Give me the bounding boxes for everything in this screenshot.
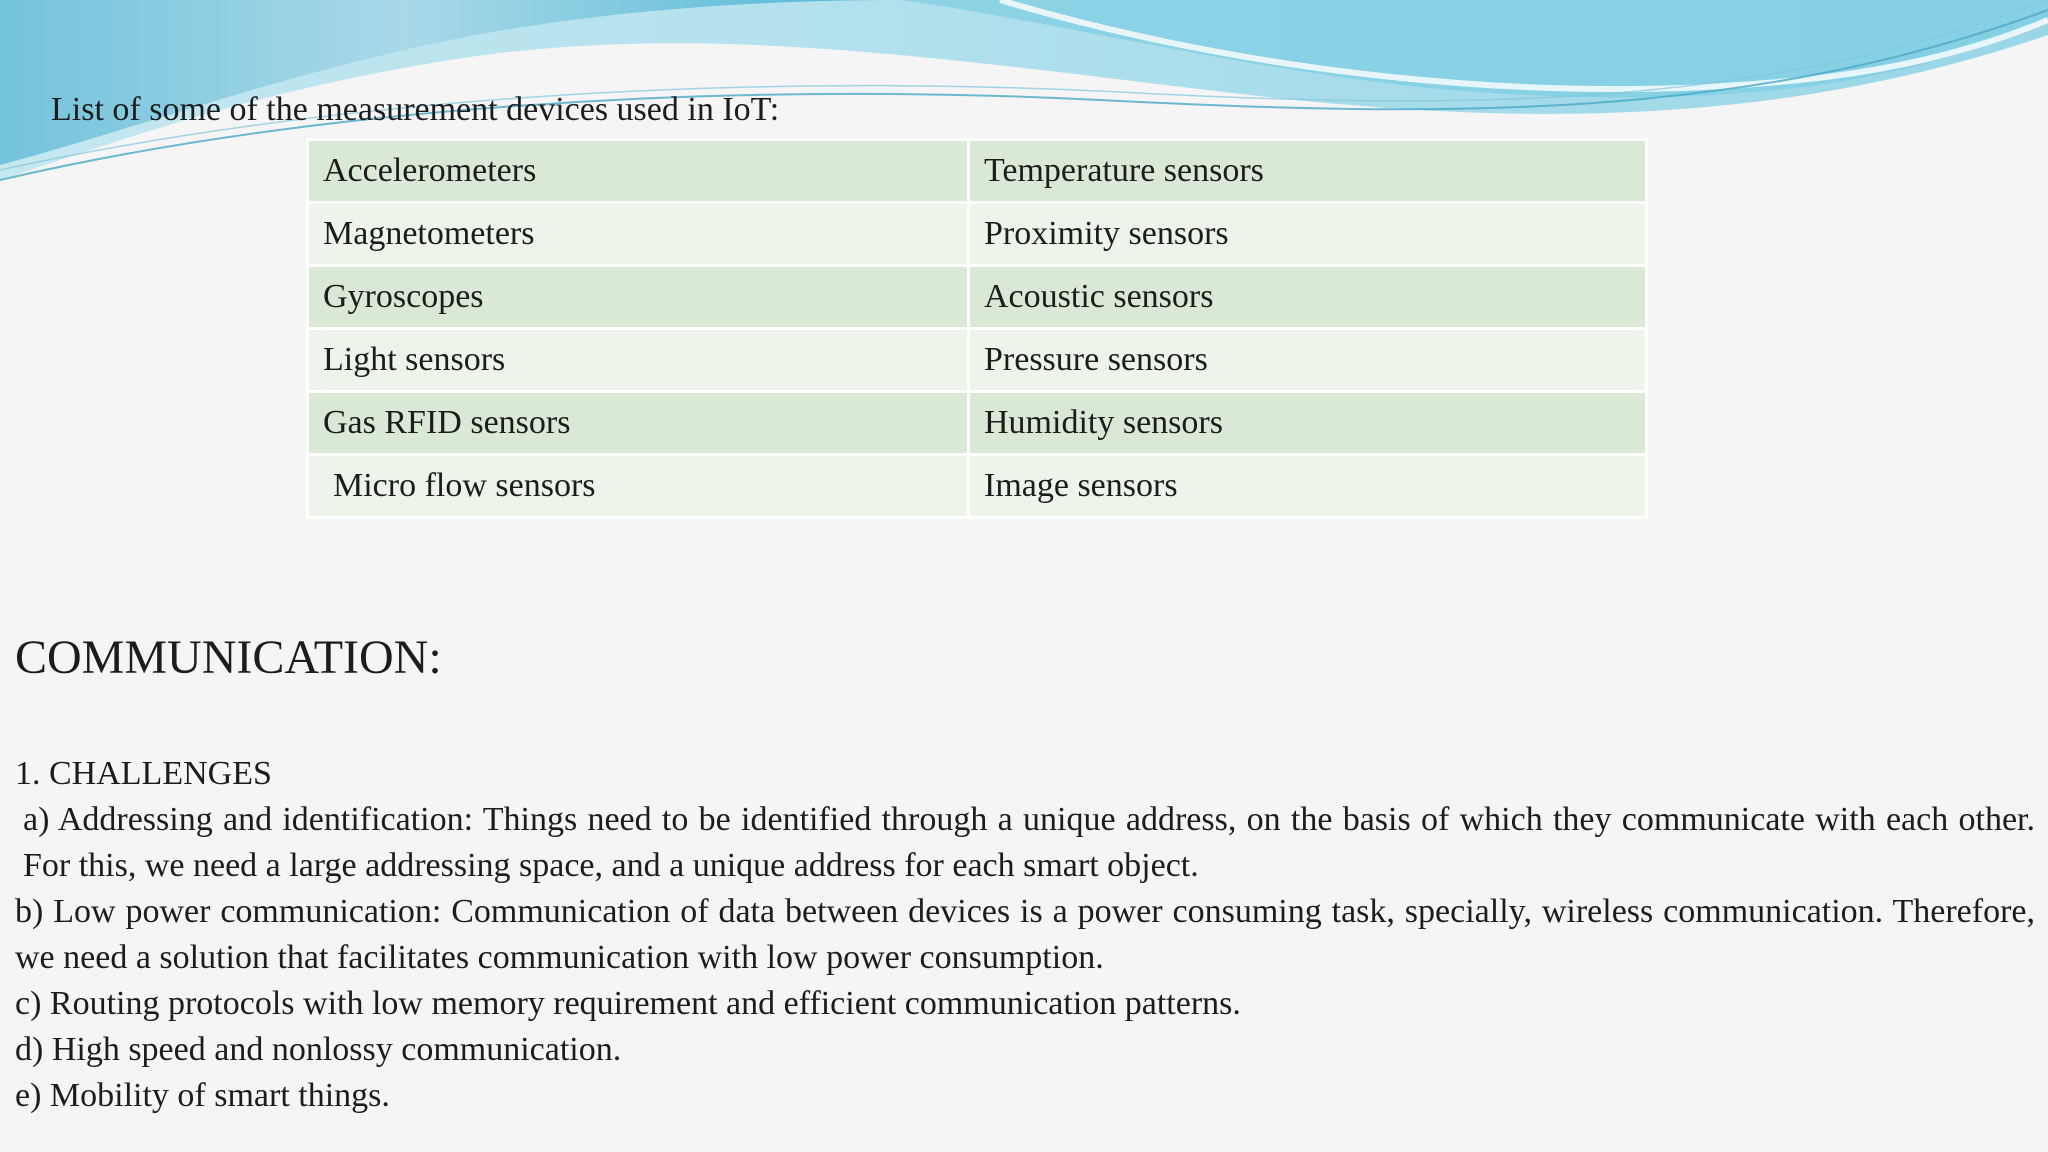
table-row [308, 392, 1647, 455]
table-row [308, 329, 1647, 392]
section-title: COMMUNICATION: [15, 631, 442, 684]
challenge-item: e) Mobility of smart things. [15, 1077, 390, 1114]
sensor-table [306, 138, 1648, 519]
table-row [308, 266, 1647, 329]
table-cell: Gyroscopes [308, 266, 969, 329]
challenges-heading: 1. CHALLENGES [15, 755, 272, 792]
table-cell: Image sensors [969, 455, 1647, 518]
table-cell: Gas RFID sensors [308, 392, 969, 455]
intro-text: List of some of the measurement devices used in IoT: [51, 91, 780, 128]
table-row [308, 140, 1647, 203]
table-cell: Light sensors [308, 329, 969, 392]
table-cell: Temperature sensors [969, 140, 1647, 203]
table-cell: Pressure sensors [969, 329, 1647, 392]
challenges-block [15, 751, 2035, 1119]
table-row [308, 203, 1647, 266]
table-cell: Proximity sensors [969, 203, 1647, 266]
table-cell: Acoustic sensors [969, 266, 1647, 329]
table-row [308, 455, 1647, 518]
table-cell: Humidity sensors [969, 392, 1647, 455]
challenge-item: a) Addressing and identification: Things need to be identified through a unique address, on the basis of which they communicate with each other. For this, we need a large addressing space, and a unique address for each smart object. [23, 801, 2035, 884]
table-cell: Magnetometers [308, 203, 969, 266]
challenge-item: d) High speed and nonlossy communication. [15, 1031, 622, 1068]
challenge-item: b) Low power communication: Communication of data between devices is a power consuming task, specially, wireless communication. Therefore, we need a solution that facilitates communication with low power consumption. [15, 893, 2035, 976]
table-cell: Micro flow sensors [308, 455, 969, 518]
challenge-item: c) Routing protocols with low memory requirement and efficient communication patterns. [15, 985, 1241, 1022]
table-cell: Accelerometers [308, 140, 969, 203]
